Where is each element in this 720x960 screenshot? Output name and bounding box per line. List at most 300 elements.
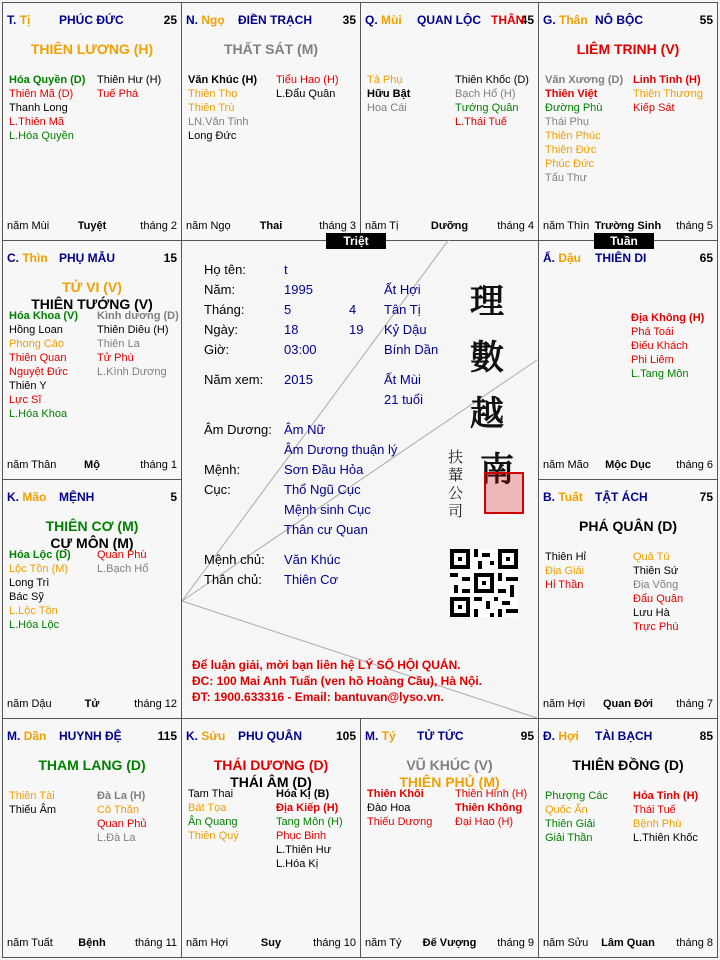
minor-star: L.Hóa Quyền xyxy=(9,130,74,142)
minor-star: L.Đẩu Quân xyxy=(276,88,336,100)
palace-branch xyxy=(7,729,46,743)
minor-star: Hóa Lộc (D) xyxy=(9,549,71,561)
minor-star: Thiếu Âm xyxy=(9,804,57,816)
main-star: VŨ KHÚC (V) xyxy=(406,757,493,773)
ho-ten-value: t xyxy=(284,262,288,277)
palace-header xyxy=(543,251,713,269)
palace-branch xyxy=(7,490,46,504)
palace-footer xyxy=(7,459,177,473)
minor-star: L.Thiên Khốc xyxy=(633,832,698,844)
palace-name: QUAN LỘC xyxy=(417,13,481,27)
palace-branch-name: Thân xyxy=(559,13,588,27)
minor-star: Tấu Thư xyxy=(545,172,588,184)
palace-header xyxy=(543,490,713,508)
star-list-left xyxy=(9,73,85,143)
palace-age: 65 xyxy=(699,251,713,265)
minor-star: Thiên Quan xyxy=(9,352,67,364)
palace-branch-name: Dần xyxy=(23,729,47,743)
palace-ngo[interactable] xyxy=(181,2,361,241)
palace-phase: Quan Đới xyxy=(603,698,653,710)
palace-phase: Đế Vượng xyxy=(422,937,477,949)
gio-label: Giờ: xyxy=(204,342,230,357)
palace-header xyxy=(186,729,356,747)
minor-star: Điếu Khách xyxy=(631,340,688,352)
minor-star: Đào Hoa xyxy=(367,802,411,814)
minor-star: Tiểu Hao (H) xyxy=(276,74,339,86)
palace-stem: Đ. xyxy=(543,729,555,743)
palace-month: tháng 10 xyxy=(313,937,356,949)
main-star: PHÁ QUÂN (D) xyxy=(579,518,677,534)
palace-age: 75 xyxy=(699,490,713,504)
palace-name: TỬ TỨC xyxy=(417,729,464,743)
am-duong-label: Âm Dương: xyxy=(204,422,272,437)
minor-star: Thiên Diêu (H) xyxy=(97,324,169,336)
main-star: THIÊN PHỦ (M) xyxy=(399,774,500,790)
minor-star: Bác Sỹ xyxy=(9,591,44,603)
palace-name: TẬT ÁCH xyxy=(595,490,648,504)
palace-phase: Lâm Quan xyxy=(601,937,655,949)
minor-star: Cô Thần xyxy=(97,804,139,816)
palace-age: 55 xyxy=(699,13,713,27)
minor-star: Thiên Hư (H) xyxy=(97,74,162,86)
star-list-right xyxy=(97,548,148,576)
palace-header xyxy=(543,729,713,747)
star-list-right xyxy=(633,789,698,845)
minor-star: Hoa Cái xyxy=(367,102,407,114)
main-star: LIÊM TRINH (V) xyxy=(576,41,680,57)
contact-line-3: ĐT: 1900.633316 - Email: bantuvan@lyso.vn. xyxy=(192,690,444,704)
minor-star: Tả Phụ xyxy=(367,74,403,86)
minor-star: Văn Xương (D) xyxy=(545,74,624,86)
palace-tuat[interactable] xyxy=(538,479,718,719)
palace-branch-name: Tuất xyxy=(558,490,583,504)
palace-footer xyxy=(7,220,177,234)
star-list-right xyxy=(631,311,704,381)
palace-stem: K. xyxy=(186,729,198,743)
palace-year: năm Tuất xyxy=(7,937,53,949)
seal-stamp xyxy=(484,472,524,514)
palace-year: năm Ngọ xyxy=(186,220,231,232)
palace-stem: Q. xyxy=(365,13,378,27)
palace-phase: Mộc Dục xyxy=(605,459,651,471)
palace-stem: G. xyxy=(543,13,556,27)
minor-star: Bệnh Phù xyxy=(633,818,682,830)
star-list-left xyxy=(9,548,71,632)
palace-month: tháng 3 xyxy=(319,220,356,232)
minor-star: L.Bạch Hổ xyxy=(97,563,149,575)
palace-year: năm Dậu xyxy=(7,698,52,710)
minor-star: Thiên Phúc xyxy=(545,130,601,142)
palace-branch xyxy=(543,251,581,265)
star-list-right xyxy=(276,73,339,101)
thang-am: 4 xyxy=(349,302,357,317)
minor-star: Giải Thần xyxy=(545,832,593,844)
minor-star: Tử Phù xyxy=(97,352,134,364)
minor-star: Thiên Đức xyxy=(545,144,597,156)
star-list-left xyxy=(367,73,410,115)
star-list-left xyxy=(9,789,56,817)
palace-footer xyxy=(543,698,713,712)
palace-age: 15 xyxy=(163,251,177,265)
minor-star: Đường Phù xyxy=(545,102,603,114)
palace-month: tháng 5 xyxy=(676,220,713,232)
palace-header xyxy=(543,13,713,31)
palace-year: năm Mùi xyxy=(7,220,50,232)
main-star: THẤT SÁT (M) xyxy=(223,41,319,57)
minor-star: Địa Kiếp (H) xyxy=(276,802,339,814)
palace-age: 115 xyxy=(157,729,177,743)
minor-star: Đà La (H) xyxy=(97,790,146,802)
minor-star: L.Hóa Lộc xyxy=(9,619,60,631)
palace-branch xyxy=(543,490,583,504)
palace-branch xyxy=(543,13,588,27)
palace-year: năm Sửu xyxy=(543,937,589,949)
palace-branch xyxy=(543,729,579,743)
palace-branch-name: Mùi xyxy=(381,13,402,27)
minor-star: Tướng Quân xyxy=(455,102,519,114)
palace-year: năm Hợi xyxy=(186,937,229,949)
main-star: THAM LANG (D) xyxy=(38,757,146,773)
palace-month: tháng 2 xyxy=(140,220,177,232)
palace-age: 35 xyxy=(342,13,356,27)
nam-can: Ất Hợi xyxy=(384,282,421,297)
main-star: THIÊN TƯỚNG (V) xyxy=(31,296,153,312)
minor-star: L.Thái Tuế xyxy=(455,116,507,128)
minor-star: L.Hóa Khoa xyxy=(9,408,68,420)
palace-footer xyxy=(543,459,713,473)
minor-star: Hữu Bật xyxy=(367,88,411,100)
palace-branch xyxy=(186,729,225,743)
palace-phase: Tuyệt xyxy=(77,220,107,232)
minor-star: Thiên Y xyxy=(9,380,47,392)
minor-star: Thiên La xyxy=(97,338,140,350)
minor-star: Thái Phụ xyxy=(545,116,590,128)
palace-header xyxy=(7,251,177,269)
star-list-right xyxy=(97,73,161,101)
palace-branch xyxy=(365,729,396,743)
palace-age: 45 xyxy=(520,13,534,27)
nam-label: Năm: xyxy=(204,282,236,297)
palace-stem: M. xyxy=(7,729,21,743)
than-chu-value: Thiên Cơ xyxy=(284,572,339,587)
thang-can: Tân Tị xyxy=(384,302,421,317)
palace-name: NÔ BỘC xyxy=(595,13,643,27)
palace-header xyxy=(365,13,534,31)
minor-star: Thiên Thọ xyxy=(188,88,238,100)
star-list-left xyxy=(545,789,608,845)
palace-footer xyxy=(543,220,713,234)
minor-star: Quốc Ấn xyxy=(545,804,588,816)
ngay-am: 19 xyxy=(349,322,364,337)
palace-branch xyxy=(7,13,30,27)
star-list-left xyxy=(367,787,432,829)
palace-footer xyxy=(543,937,713,951)
nam-xem-label: Năm xem: xyxy=(204,372,264,387)
palace-stem: K. xyxy=(7,490,19,504)
minor-star: Nguyệt Đức xyxy=(9,366,68,378)
palace-phase: Thai xyxy=(259,220,283,232)
minor-star: Bát Tọa xyxy=(188,802,227,814)
main-star: THIÊN CƠ (M) xyxy=(45,518,139,534)
ngay-label: Ngày: xyxy=(204,322,238,337)
am-duong-value: Âm Nữ xyxy=(284,422,326,437)
minor-star: L.Kình Dương xyxy=(97,366,167,378)
palace-branch-name: Dậu xyxy=(558,251,582,265)
main-star: THIÊN LƯƠNG (H) xyxy=(30,41,154,57)
minor-star: Thiên Hỉ xyxy=(545,551,586,563)
minor-star: L.Đà La xyxy=(97,832,136,844)
star-list-left xyxy=(9,309,78,421)
star-list-left xyxy=(545,73,623,185)
minor-star: L.Hóa Kị xyxy=(276,858,319,870)
ngay-value: 18 xyxy=(284,322,299,337)
minor-star: Thiên Mã (D) xyxy=(9,88,74,100)
than-chu-label: Thân chủ: xyxy=(204,572,262,587)
tuan-tag: Tuần xyxy=(594,233,654,249)
palace-name: PHÚC ĐỨC xyxy=(59,13,124,27)
gio-can: Bính Dần xyxy=(384,342,439,357)
minor-star: Địa Không (H) xyxy=(631,312,705,324)
palace-phase: Bệnh xyxy=(78,937,106,949)
ngay-can: Kỷ Dậu xyxy=(384,322,427,337)
star-list-right xyxy=(97,309,179,379)
palace-footer xyxy=(365,220,534,234)
palace-phase: Tử xyxy=(84,698,100,710)
palace-stem: C. xyxy=(7,251,19,265)
minor-star: Thiên Hình (H) xyxy=(455,788,528,800)
minor-star: Tam Thai xyxy=(188,788,234,800)
palace-footer xyxy=(7,937,177,951)
palace-stem: Ấ. xyxy=(543,251,555,265)
palace-branch-name: Mão xyxy=(22,490,47,504)
palace-month: tháng 1 xyxy=(140,459,177,471)
minor-star: Phúc Đức xyxy=(545,158,594,170)
palace-footer xyxy=(186,220,356,234)
palace-age: 95 xyxy=(520,729,534,743)
palace-footer xyxy=(7,698,177,712)
minor-star: Phá Toái xyxy=(631,326,674,338)
palace-month: tháng 12 xyxy=(134,698,177,710)
minor-star: Hỏa Tinh (H) xyxy=(633,790,699,802)
palace-age: 105 xyxy=(335,729,356,743)
am-duong-value-2: Âm Dương thuận lý xyxy=(284,442,398,457)
cuc-value-3: Thân cư Quan xyxy=(284,522,368,537)
minor-star: Địa Giải xyxy=(545,565,585,577)
minor-star: Linh Tinh (H) xyxy=(633,74,701,86)
calligraphy-side: 扶 輦 公 司 xyxy=(448,448,464,520)
minor-star: Lưu Hà xyxy=(633,607,670,619)
minor-star: Ân Quang xyxy=(188,816,238,828)
main-star: THÁI DƯƠNG (D) xyxy=(213,757,329,773)
minor-star: Kiếp Sát xyxy=(633,102,675,114)
minor-star: Thiếu Dương xyxy=(367,816,433,828)
cuc-value-2: Mệnh sinh Cục xyxy=(284,502,371,517)
calligraphy-char-1: 理 xyxy=(470,282,504,322)
palace-name: PHU QUÂN xyxy=(238,729,303,743)
palace-year: năm Mão xyxy=(543,459,589,471)
minor-star: LN.Văn Tinh xyxy=(188,116,249,128)
star-list-left xyxy=(545,550,586,592)
minor-star: L.Lộc Tồn xyxy=(9,605,58,617)
minor-star: Thiên Không xyxy=(455,802,523,814)
triet-tag: Triệt xyxy=(326,233,386,249)
calligraphy-char-4: 南 xyxy=(480,450,514,490)
palace-footer xyxy=(365,937,534,951)
minor-star: Hóa Kị (B) xyxy=(276,788,330,800)
palace-branch-name: Thìn xyxy=(22,251,48,265)
than-marker: THÂN xyxy=(491,13,525,27)
minor-star: Thiên Thương xyxy=(633,88,704,100)
minor-star: Lộc Tồn (M) xyxy=(9,563,69,575)
palace-month: tháng 6 xyxy=(676,459,713,471)
palace-branch-name: Tị xyxy=(19,13,31,27)
tuoi-value: 21 tuổi xyxy=(384,392,424,407)
center-panel xyxy=(180,240,538,718)
minor-star: Quan Phủ xyxy=(97,818,147,830)
palace-branch-name: Ngọ xyxy=(201,13,225,27)
minor-star: Hóa Khoa (V) xyxy=(9,310,79,322)
palace-month: tháng 9 xyxy=(497,937,534,949)
star-list-right xyxy=(97,789,147,845)
minor-star: Thiên Tài xyxy=(9,790,55,802)
star-list-right xyxy=(455,787,527,829)
contact-line-2: ĐC: 100 Mai Anh Tuấn (ven hồ Hoàng Cầu), Hà Nội. xyxy=(192,674,483,688)
palace-branch xyxy=(7,251,48,265)
minor-star: Bạch Hổ (H) xyxy=(455,88,516,100)
minor-star: Hồng Loan xyxy=(9,324,63,336)
palace-stem: M. xyxy=(365,729,379,743)
minor-star: Thiên Giải xyxy=(545,818,596,830)
palace-month: tháng 11 xyxy=(134,937,177,949)
palace-phase: Trường Sinh xyxy=(594,220,662,232)
palace-phase: Dưỡng xyxy=(430,220,469,232)
minor-star: Tuế Phá xyxy=(97,88,139,100)
minor-star: Phi Liêm xyxy=(631,354,674,366)
star-list-left xyxy=(188,73,257,143)
menh-chu-value: Văn Khúc xyxy=(284,552,341,567)
minor-star: Long Đức xyxy=(188,130,237,142)
palace-age: 5 xyxy=(170,490,177,504)
star-list-right xyxy=(455,73,529,129)
minor-star: Quan Phù xyxy=(97,549,147,561)
palace-dau[interactable] xyxy=(538,240,718,480)
palace-branch-name: Tý xyxy=(381,729,396,743)
palace-branch xyxy=(365,13,402,27)
menh-label: Mệnh: xyxy=(204,462,241,477)
palace-header xyxy=(365,729,534,747)
palace-mui[interactable] xyxy=(360,2,539,241)
minor-star: Thiên Sứ xyxy=(633,565,679,577)
main-star: CỰ MÔN (M) xyxy=(50,535,134,551)
menh-value: Sơn Đầu Hỏa xyxy=(284,462,364,477)
minor-star: Địa Võng xyxy=(633,579,679,591)
palace-month: tháng 8 xyxy=(676,937,713,949)
palace-footer xyxy=(186,937,356,951)
palace-phase: Mộ xyxy=(84,459,100,471)
minor-star: L.Thiên Hư xyxy=(276,844,332,856)
palace-name: MỆNH xyxy=(59,490,95,504)
star-list-right xyxy=(276,787,343,871)
main-star: THIÊN ĐỒNG (D) xyxy=(572,757,684,773)
minor-star: L.Tang Môn xyxy=(631,368,689,380)
menh-chu-label: Mệnh chủ: xyxy=(204,552,265,567)
palace-thin[interactable] xyxy=(2,240,182,480)
qr-code[interactable] xyxy=(450,549,518,617)
palace-age: 25 xyxy=(163,13,177,27)
palace-name: HUYNH ĐỆ xyxy=(59,729,122,743)
palace-ti[interactable] xyxy=(360,718,539,958)
palace-header xyxy=(7,729,177,747)
palace-year: năm Hợi xyxy=(543,698,586,710)
palace-name: THIÊN DI xyxy=(595,251,647,265)
minor-star: Hỉ Thần xyxy=(545,579,584,591)
gio-value: 03:00 xyxy=(284,342,317,357)
palace-dan[interactable] xyxy=(2,718,182,958)
minor-star: Kình dương (D) xyxy=(97,310,179,322)
calligraphy-char-3: 越 xyxy=(470,394,504,434)
palace-ty[interactable] xyxy=(2,2,182,241)
palace-header xyxy=(7,490,177,508)
minor-star: Trực Phù xyxy=(633,621,679,633)
minor-star: Hóa Quyền (D) xyxy=(9,74,86,86)
cuc-value: Thổ Ngũ Cục xyxy=(284,482,361,497)
contact-line-1: Để luận giải, mời bạn liên hệ LÝ SỐ HỘI QUÁN. xyxy=(192,658,461,672)
palace-name: TÀI BẠCH xyxy=(595,729,653,743)
palace-year: năm Tý xyxy=(365,937,402,949)
minor-star: Thanh Long xyxy=(9,102,68,114)
minor-star: Thiên Trù xyxy=(188,102,235,114)
star-list-right xyxy=(633,550,683,634)
star-list-left xyxy=(188,787,239,843)
minor-star: Thái Tuế xyxy=(633,804,676,816)
palace-name: ĐIỀN TRẠCH xyxy=(238,13,312,27)
palace-suu[interactable] xyxy=(181,718,361,958)
palace-month: tháng 4 xyxy=(497,220,534,232)
palace-branch-name: Sửu xyxy=(201,729,226,743)
palace-stem: B. xyxy=(543,490,555,504)
palace-name: PHỤ MẪU xyxy=(59,251,115,265)
palace-stem: T. xyxy=(7,13,17,27)
palace-stem: N. xyxy=(186,13,198,27)
palace-month: tháng 7 xyxy=(676,698,713,710)
palace-than[interactable] xyxy=(538,2,718,241)
minor-star: Phục Binh xyxy=(276,830,327,842)
palace-age: 85 xyxy=(699,729,713,743)
cuc-label: Cục: xyxy=(204,482,231,497)
palace-header xyxy=(7,13,177,31)
palace-year: năm Thìn xyxy=(543,220,590,232)
nam-xem-value: 2015 xyxy=(284,372,313,387)
thang-value: 5 xyxy=(284,302,292,317)
nam-value: 1995 xyxy=(284,282,313,297)
palace-header xyxy=(186,13,356,31)
palace-phase: Suy xyxy=(260,937,282,949)
main-star: THÁI ÂM (D) xyxy=(230,774,312,790)
ho-ten-label: Họ tên: xyxy=(204,262,246,277)
minor-star: Phượng Các xyxy=(545,790,608,802)
minor-star: Thiên Việt xyxy=(545,88,598,100)
palace-hoi[interactable] xyxy=(538,718,718,958)
palace-year: năm Tị xyxy=(365,220,399,232)
palace-year: năm Thân xyxy=(7,459,57,471)
nam-xem-can: Ất Mùi xyxy=(384,372,421,387)
minor-star: Phong Cáo xyxy=(9,338,65,350)
palace-mao[interactable] xyxy=(2,479,182,719)
minor-star: Đại Hao (H) xyxy=(455,816,514,828)
minor-star: L.Thiên Mã xyxy=(9,116,65,128)
minor-star: Thiên Khốc (D) xyxy=(455,74,529,86)
minor-star: Tang Môn (H) xyxy=(276,816,343,828)
